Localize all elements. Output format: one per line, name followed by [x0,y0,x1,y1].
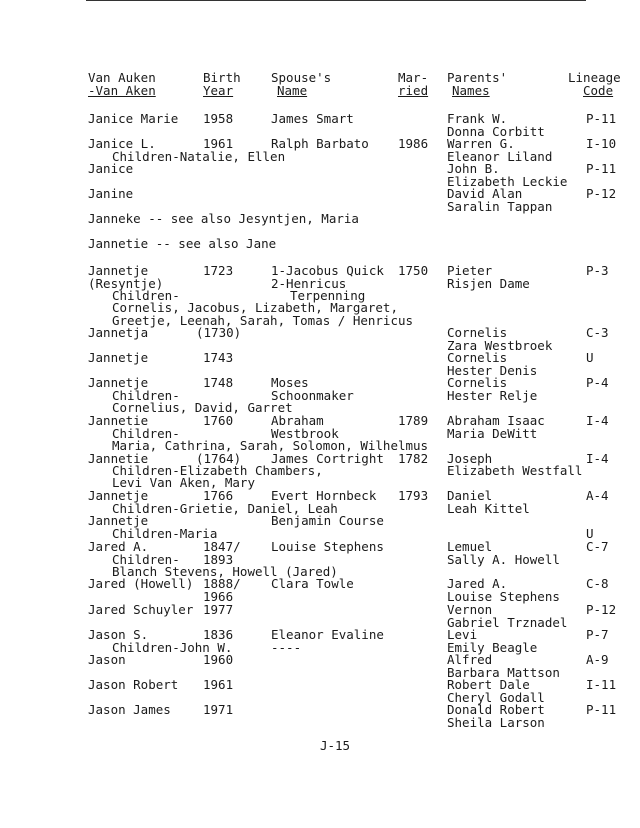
entry-children: Maria, Cathrina, Sarah, Solomon, Wilhelmus [112,438,429,453]
entry-parent-2: Hester Denis [447,363,538,378]
see-also-note [0,237,640,250]
entry-parent-1: Warren G. [447,136,515,151]
entry-year: 1961 [203,136,234,151]
entry-parent-2: Eleanor Liland [447,149,553,164]
entry-spouse: Ralph Barbato [271,136,369,151]
entry-spouse: 1-Jacobus Quick [271,263,384,278]
entry-code: A-4 [586,488,609,503]
entry-code: P-4 [586,375,609,390]
entry-children: Children-Elizabeth Chambers, [112,463,323,478]
entry-parent-1: John B. [447,161,500,176]
entry-parent-1: Cornelis [447,350,508,365]
entry-parent-2: Zara Westbroek [447,338,553,353]
entry-spouse: Clara Towle [271,576,354,591]
entry-children-label: Children- [112,388,180,403]
entry-code: P-12 [586,602,617,617]
entry-name: Jannetje [88,375,149,390]
entry-spouse: Benjamin Course [271,513,384,528]
entry-code: I-10 [586,136,617,151]
entry-name: Jason James [88,702,171,717]
entry-name: Janine [88,186,134,201]
entry-spouse: Moses [271,375,309,390]
entry-year: 1961 [203,677,234,692]
entry-parent-1: Jared A. [447,576,508,591]
entry-parent-2: Sally A. Howell [447,552,560,567]
entry-parent-2: Gabriel Trznadel [447,615,568,630]
entry-parent-1: Lemuel [447,539,493,554]
header-name-2: -Van Aken [88,83,156,98]
entry-year: 1760 [203,413,234,428]
entry-parent-2: Risjen Dame [447,276,530,291]
entry-name: Jared A. [88,539,149,554]
entry-code: I-4 [586,413,609,428]
entry-spouse: James Cortright [271,451,384,466]
entry-parent-1: Cornelis [447,375,508,390]
entry-parent-1: Alfred [447,652,493,667]
entry-spouse: Evert Hornbeck [271,488,377,503]
entry-year: 1977 [203,602,234,617]
entry-married: 1986 [398,136,429,151]
entry-parent-1: Levi [447,627,478,642]
entry-year: 1888/ [203,576,241,591]
entry-parent-1: Cornelis [447,325,508,340]
entry-spouse-3: Terpenning [290,288,366,303]
entry-name: Jason Robert [88,677,179,692]
header-spouse-2: Name [277,83,308,98]
entry-name: Jannetie [88,451,149,466]
entry-code: P-11 [586,702,617,717]
entry-parent-2: Elizabeth Leckie [447,174,568,189]
entry-row [0,628,640,641]
entry-married: 1793 [398,488,429,503]
entry-children: Levi Van Aken, Mary [112,475,255,490]
note-text: Janneke -- see also Jesyntjen, Maria [88,211,359,226]
header-lineage: Lineage [568,70,621,85]
entry-parent-1: Joseph [447,451,493,466]
entry-name: Jared (Howell) [88,576,194,591]
entry-name: Jason S. [88,627,149,642]
entry-children: Children-Maria [112,526,218,541]
entry-year: 1836 [203,627,234,642]
entry-name: Jannetja [88,325,149,340]
entry-parent-2: Barbara Mattson [447,665,560,680]
entry-year: (1730) [196,325,242,340]
entry-code: A-9 [586,652,609,667]
header-married-2: ried [398,83,429,98]
header-year-2: Year [203,83,234,98]
entry-year: 1743 [203,350,234,365]
entry-code: P-11 [586,111,617,126]
entry-children: Cornelis, Jacobus, Lizabeth, Margaret, [112,300,398,315]
entry-parent-2: Maria DeWitt [447,426,538,441]
entry-year-2: 1893 [203,552,234,567]
entry-parent-1: Vernon [447,602,493,617]
entry-children: Cornelius, David, Garret [112,400,293,415]
entry-parent-2: Donna Corbitt [447,124,545,139]
entry-married: 1750 [398,263,429,278]
entry-parent-1: Abraham Isaac [447,413,545,428]
entry-name: Janice [88,161,134,176]
header-parents: Parents' [447,70,508,85]
entry-code: P-11 [586,161,617,176]
entry-children: Blanch Stevens, Howell (Jared) [112,564,338,579]
entry-year: 1723 [203,263,234,278]
entry-parent-1: Frank W. [447,111,508,126]
entry-parent-1: Robert Dale [447,677,530,692]
entry-row [0,716,640,729]
entry-code: P-12 [586,186,617,201]
header-spouse: Spouse's [271,70,332,85]
entry-parent-1: Daniel [447,488,493,503]
entry-children: Children-Grietie, Daniel, Leah [112,501,338,516]
entry-children-label: Children- [112,426,180,441]
entry-row [0,514,640,527]
entry-year: 1960 [203,652,234,667]
entry-parent-2: Saralin Tappan [447,199,553,214]
entry-spouse-2: Westbrook [271,426,339,441]
entry-spouse: Abraham [271,413,324,428]
entry-parent-1: David Alan [447,186,523,201]
entry-code: I-11 [586,677,617,692]
entry-name: Jannetje [88,513,149,528]
entry-code: C-7 [586,539,609,554]
entry-name: Jared Schuyler [88,602,194,617]
entry-code: P-3 [586,263,609,278]
entry-spouse-2: ---- [271,640,302,655]
entry-children: Children-John W. [112,640,233,655]
header-lineage-2: Code [583,83,614,98]
entry-spouse: Louise Stephens [271,539,384,554]
entry-name: Jannetje [88,488,149,503]
entry-parent-1: Donald Robert [447,702,545,717]
entry-spouse-2: Schoonmaker [271,388,354,403]
top-rule [86,0,586,1]
entry-married: 1789 [398,413,429,428]
entry-parent-2: Sheila Larson [447,715,545,730]
entry-parent-2: Elizabeth Westfall [447,463,583,478]
entry-spouse-2: 2-Henricus [271,276,347,291]
entry-spouse: Eleanor Evaline [271,627,384,642]
header-married: Mar- [398,70,429,85]
entry-spouse: James Smart [271,111,354,126]
entry-children-label: Children- [112,552,180,567]
see-also-note [0,212,640,225]
entry-code: U [586,350,594,365]
entry-name: Jannetie [88,413,149,428]
entry-code: C-3 [586,325,609,340]
entry-parent-1: Pieter [447,263,493,278]
entry-name: Jason [88,652,126,667]
entry-children: Greetje, Leenah, Sarah, Tomas / Henricus [112,313,414,328]
header-row-2 [0,84,640,97]
entry-year-2: 1966 [203,589,234,604]
entry-parent-2: Louise Stephens [447,589,560,604]
entry-code: I-4 [586,451,609,466]
entry-year: 1748 [203,375,234,390]
entry-year: 1971 [203,702,234,717]
header-name: Van Auken [88,70,156,85]
entry-code: P-7 [586,627,609,642]
entry-name: Jannetje [88,350,149,365]
entry-parent-2: Hester Relje [447,388,538,403]
header-parents-2: Names [452,83,490,98]
entry-name: Jannetje [88,263,149,278]
entry-children: Children-Natalie, Ellen [112,149,286,164]
entry-name: Janice Marie [88,111,179,126]
entry-name-alt: (Resyntje) [88,276,164,291]
entry-parent-2: Cheryl Godall [447,690,545,705]
page-number: J-15 [319,738,351,753]
entry-code: C-8 [586,576,609,591]
entry-parent-2: Leah Kittel [447,501,530,516]
entry-married: 1782 [398,451,429,466]
note-text: Jannetie -- see also Jane [88,236,277,251]
entry-children-label: Children- [112,288,180,303]
entry-parent-2: Emily Beagle [447,640,538,655]
entry-year: 1847/ [203,539,241,554]
header-year: Birth [203,70,241,85]
entry-code: U [586,526,594,541]
entry-year: 1958 [203,111,234,126]
entry-year: 1766 [203,488,234,503]
page-footer [0,738,640,753]
entry-year: (1764) [196,451,242,466]
entry-name: Janice L. [88,136,156,151]
entry-row [0,351,640,364]
